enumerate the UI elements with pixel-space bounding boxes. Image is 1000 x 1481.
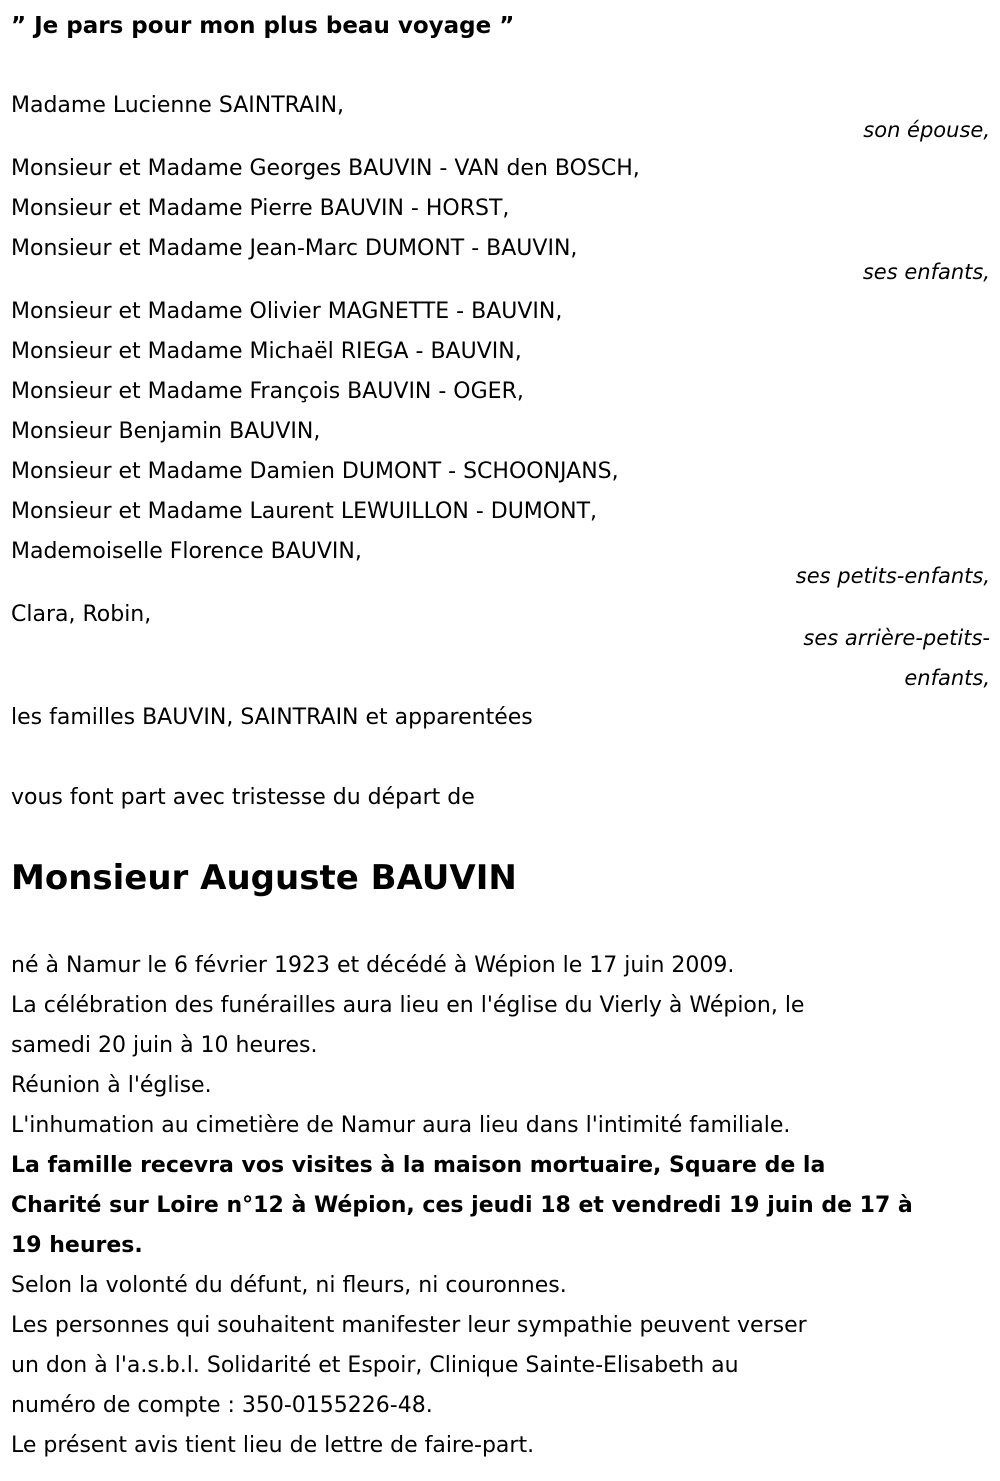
detail-line: Réunion à l'église. bbox=[11, 1073, 212, 1098]
visits-line: La famille recevra vos visites à la maison mortuaire, Square de la bbox=[11, 1153, 826, 1178]
great-grandchildren-relation-1: ses arrière-petits- bbox=[803, 626, 990, 650]
closing-line: Les personnes qui souhaitent manifester leur sympathie peuvent verser bbox=[11, 1313, 807, 1338]
grandchild-name: Monsieur et Madame François BAUVIN - OGER, bbox=[11, 379, 524, 404]
detail-line: L'inhumation au cimetière de Namur aura lieu dans l'intimité familiale. bbox=[11, 1113, 791, 1138]
child-name: Monsieur et Madame Jean-Marc DUMONT - BAUVIN, bbox=[11, 236, 578, 261]
grandchildren-relation: ses petits-enfants, bbox=[795, 564, 990, 588]
grandchild-name: Monsieur et Madame Laurent LEWUILLON - DUMONT, bbox=[11, 499, 597, 524]
deceased-name: Monsieur Auguste BAUVIN bbox=[11, 858, 517, 898]
child-name: Monsieur et Madame Georges BAUVIN - VAN den BOSCH, bbox=[11, 156, 640, 181]
grandchild-name: Monsieur et Madame Damien DUMONT - SCHOONJANS, bbox=[11, 459, 619, 484]
spouse-name: Madame Lucienne SAINTRAIN, bbox=[11, 93, 345, 118]
spouse-relation: son épouse, bbox=[863, 118, 990, 142]
announcement-line: vous font part avec tristesse du départ de bbox=[11, 785, 475, 810]
closing-line: un don à l'a.s.b.l. Solidarité et Espoir, Clinique Sainte-Elisabeth au bbox=[11, 1353, 739, 1378]
detail-line: samedi 20 juin à 10 heures. bbox=[11, 1033, 318, 1058]
child-name: Monsieur et Madame Pierre BAUVIN - HORST, bbox=[11, 196, 510, 221]
visits-line: 19 heures. bbox=[11, 1233, 143, 1258]
grandchild-name: Mademoiselle Florence BAUVIN, bbox=[11, 539, 362, 564]
grandchild-name: Monsieur et Madame Olivier MAGNETTE - BAUVIN, bbox=[11, 299, 563, 324]
grandchild-name: Monsieur et Madame Michaël RIEGA - BAUVIN, bbox=[11, 339, 522, 364]
closing-line: Le présent avis tient lieu de lettre de faire-part. bbox=[11, 1433, 535, 1458]
great-grandchild-names: Clara, Robin, bbox=[11, 602, 152, 627]
closing-line: numéro de compte : 350-0155226-48. bbox=[11, 1393, 433, 1418]
quote-title: ” Je pars pour mon plus beau voyage ” bbox=[11, 13, 515, 39]
children-relation: ses enfants, bbox=[862, 260, 990, 284]
detail-line: La célébration des funérailles aura lieu en l'église du Vierly à Wépion, le bbox=[11, 993, 805, 1018]
visits-line: Charité sur Loire n°12 à Wépion, ces jeudi 18 et vendredi 19 juin de 17 à bbox=[11, 1193, 913, 1218]
families-line: les familles BAUVIN, SAINTRAIN et apparentées bbox=[11, 705, 533, 730]
great-grandchildren-relation-2: enfants, bbox=[904, 666, 990, 690]
closing-line: Selon la volonté du défunt, ni fleurs, ni couronnes. bbox=[11, 1273, 567, 1298]
detail-line: né à Namur le 6 février 1923 et décédé à Wépion le 17 juin 2009. bbox=[11, 953, 735, 978]
grandchild-name: Monsieur Benjamin BAUVIN, bbox=[11, 419, 321, 444]
